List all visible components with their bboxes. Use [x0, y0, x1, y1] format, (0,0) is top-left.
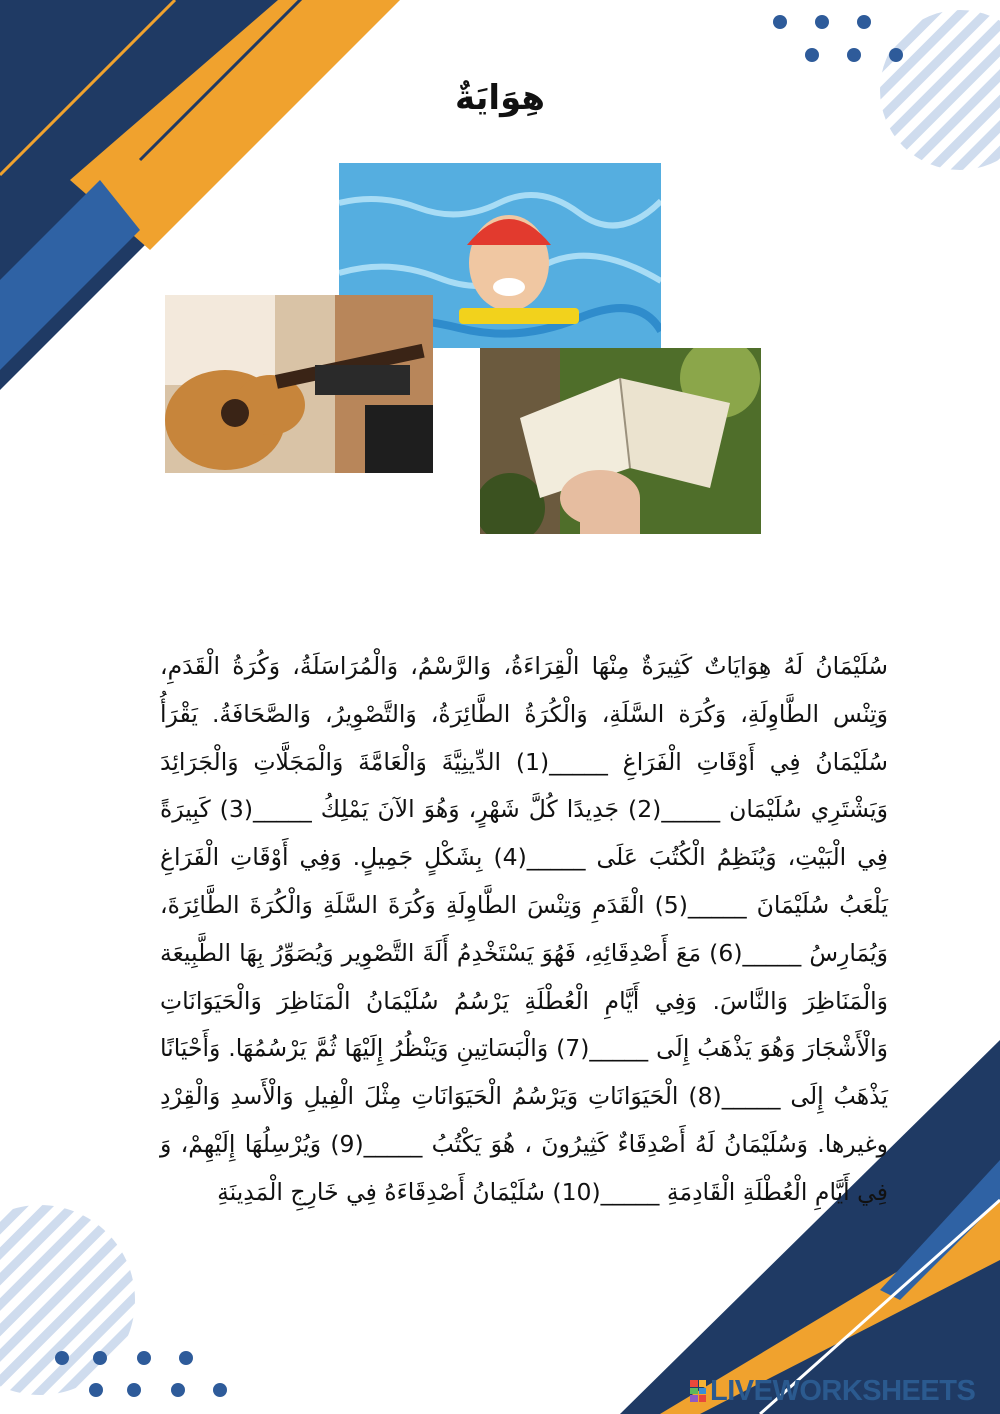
- page-title: هِوَايَةٌ: [455, 78, 545, 118]
- logo-text: LIVEWORKSHEETS: [710, 1374, 976, 1407]
- reading-photo: [480, 348, 761, 534]
- reading-passage: [160, 643, 888, 1217]
- dot-grid-top: [773, 15, 903, 62]
- passage-text: سُلَيْمَانُ لَهُ هِوَايَاتٌ كَثِيرَةٌ مِنْهَا الْقِرَاءَةُ، وَالرَّسْمُ، وَالْمُرَاسَلَةُ، وَكُرَةُ الْقَدَمِ، وَتِنْس الطَّاوِلَةِ، وَكُرَة السَّلَةِ، وَالْكُرَةُ الطَّائِرَةُ، وَالتَّصْوِيرُ، وَالصَّحَافَةُ. يَقْرَأُ سُلَيْمَانُ فِي أَوْقَاتِ الْفَرَاغِ _____(1) الدِّينِيَّةَ وَالْعَامَّةَ وَالْمَجَلَّاتِ وَالْجَرَائِدَ وَيَشْتَرِي سُلَيْمَان _____(2) جَدِيدًا كُلَّ شَهْرٍ، وَهُوَ الآنَ يَمْلِكُ _____(3) كَبِيرَةً فِي الْبَيْتِ، وَيُنَظِمُ الْكُتُبَ عَلَى _____(4) بِشَكْلٍ جَمِيلٍ. وَفِي أَوْقَاتِ الْفَرَاغِ يَلْعَبُ سُلَيْمَانَ _____(5) الْقَدَمِ وَتِنْسَ الطَّاوِلَةِ وَكُرَةَ السَّلَةِ وَالْكُرَةَ الطَّائِرَةَ، وَيُمَارِسُ _____(6) مَعَ أَصْدِقَائِهِ، فَهُوَ يَسْتَخْدِمُ أَلَةَ التَّصْوِير وَيُصَوِّرُ بِهَا الطَّبِيعَة وَالْمَنَاظِرَ وَالنَّاسَ. وَفِي أَيَّامِ الْعُطْلَةِ يَرْسُمُ سُلَيْمَانُ الْمَنَاظِرَ وَالْحَيَوَانَاتِ وَالْأَشْجَارَ وَهُوَ يَذْهَبُ إِلَى _____(7) وَالْبَسَاتِينِ وَيَنْظُرُ إِلَيْهَا ثُمَّ يَرْسُمُهَا. وَأَحْيَانًا يَذْهَبُ إِلَى _____(8) الْحَيَوَانَاتِ وَيَرْسُمُ الْحَيَوَانَاتِ مِثْلَ الْفِيلِ وَالْأَسدِ وَالْقِرْدِ وغيرها. وَسُلَيْمَانُ لَهُ أَصْدِقَاءٌ كَثِيرُونَ ، هُوَ يَكْتُبُ _____(9) وَيُرْسِلُهَا إِلَيْهِمْ، وَ فِي أَيَّامِ الْعُطْلَةِ الْقَادِمَةِ _____(10) سُلَيْمَانُ أَصْدِقَاءَهُ فِي خَارِجِ الْمَدِينَةِ: [160, 652, 889, 1206]
- striped-circle-bottom: [0, 1205, 135, 1395]
- guitar-photo: [165, 295, 433, 473]
- logo-mark-icon: [690, 1380, 706, 1402]
- liveworksheets-logo: [690, 1376, 990, 1406]
